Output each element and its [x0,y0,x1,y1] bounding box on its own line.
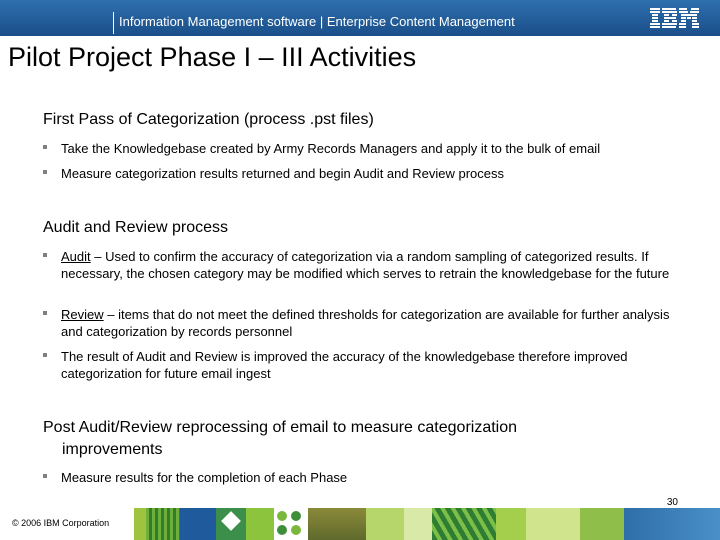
list-item: Review – items that do not meet the defined thresholds for categorization are available for further analysis and categorization by records personnel [43,306,673,340]
bullet-icon [43,353,47,357]
bullet-icon [43,474,47,478]
list-item: Measure results for the completion of each Phase [43,469,673,486]
list-item: The result of Audit and Review is improved the accuracy of the knowledgebase therefore improved categorization for future email ingest [43,348,673,382]
header-separator [113,12,114,34]
list-item: Measure categorization results returned and begin Audit and Review process [43,165,673,182]
section-heading-post-audit: Post Audit/Review reprocessing of email to measure categorization improvements [43,419,518,458]
section-heading-first-pass: First Pass of Categorization (process .pst files) [43,111,374,128]
header-bar [0,0,720,36]
bullet-icon [43,170,47,174]
bullet-icon [43,253,47,257]
page-number: 30 [666,497,678,508]
ibm-logo [650,6,700,30]
list-item: Take the Knowledgebase created by Army Records Managers and apply it to the bulk of email [43,140,673,157]
page-title: Pilot Project Phase I – III Activities [8,42,417,72]
copyright-text: © 2006 IBM Corporation [0,508,134,540]
bullet-icon [43,145,47,149]
term-review: Review [61,307,104,322]
bullet-icon [43,311,47,315]
term-audit: Audit [61,249,91,264]
section-heading-audit-review: Audit and Review process [43,219,228,236]
list-item: Audit – Used to confirm the accuracy of categorization via a random sampling of categorized results. If necessary, the chosen category may be modified which serves to retrain the knowledgebase for the future [43,248,673,282]
header-text: Information Management software | Enterprise Content Management [119,14,515,29]
